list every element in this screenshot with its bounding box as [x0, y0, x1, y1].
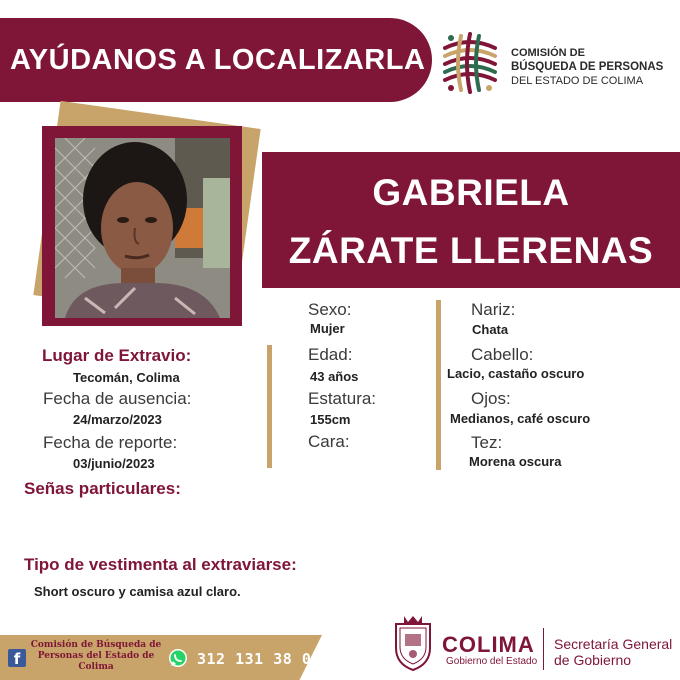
clothing-value: Short oscuro y camisa azul claro. — [34, 584, 241, 599]
eyes-label: Ojos: — [471, 389, 511, 408]
colima-crest-icon — [392, 614, 434, 672]
nose-value: Chata — [472, 322, 509, 337]
skin-label: Tez: — [471, 433, 503, 452]
whatsapp-icon[interactable] — [168, 648, 188, 668]
person-last-name: ZÁRATE LLERENAS — [288, 230, 654, 271]
commission-line-2: BÚSQUEDA DE PERSONAS — [511, 61, 664, 73]
person-first-name: GABRIELA — [372, 172, 570, 213]
commission-line-1: COMISIÓN DE — [511, 47, 585, 59]
place-value: Tecomán, Colima — [73, 370, 180, 385]
divider-right — [436, 300, 441, 470]
report-label: Fecha de reporte: — [43, 433, 178, 452]
clothing-label: Tipo de vestimenta al extraviarse: — [24, 555, 297, 574]
nose-label: Nariz: — [471, 300, 516, 319]
place-label: Lugar de Extravio: — [42, 346, 192, 365]
hair-label: Cabello: — [471, 345, 534, 364]
eyes-value: Medianos, café oscuro — [450, 411, 591, 426]
commission-line-3: DEL ESTADO DE COLIMA — [511, 75, 644, 87]
absence-label: Fecha de ausencia: — [43, 389, 192, 408]
commission-name — [511, 46, 663, 88]
secretaria-line-2: de Gobierno — [554, 652, 632, 668]
marks-label: Señas particulares: — [24, 479, 181, 498]
contact-phone[interactable]: 312 131 38 09 — [197, 650, 321, 668]
secretaria-text — [554, 636, 672, 668]
hair-value: Lacio, castaño oscuro — [447, 366, 585, 381]
sex-label: Sexo: — [308, 300, 352, 319]
sex-value: Mujer — [310, 321, 345, 336]
colima-subtitle: Gobierno del Estado — [446, 656, 538, 667]
height-label: Estatura: — [308, 389, 377, 408]
secretaria-line-1: Secretaría General — [554, 636, 673, 652]
banner-title: AYÚDANOS A LOCALIZARLA — [10, 44, 426, 76]
footer-divider — [543, 628, 544, 670]
footer-org-line-2: Personas del Estado de — [37, 651, 155, 661]
commission-logo — [437, 30, 503, 96]
report-value: 03/junio/2023 — [73, 456, 155, 471]
facebook-icon[interactable]: f — [8, 649, 26, 667]
footer-org — [28, 640, 164, 673]
footer-org-line-1: Comisión de Búsqueda de — [30, 640, 162, 650]
skin-value: Morena oscura — [469, 454, 562, 469]
footer-org-line-3: Colima — [78, 662, 114, 672]
divider-left — [267, 345, 272, 468]
colima-wordmark: COLIMA — [442, 632, 535, 657]
age-label: Edad: — [308, 345, 353, 364]
face-label: Cara: — [308, 432, 350, 451]
height-value: 155cm — [310, 412, 351, 427]
person-photo — [55, 138, 230, 318]
age-value: 43 años — [310, 369, 359, 384]
absence-value: 24/marzo/2023 — [73, 412, 162, 427]
